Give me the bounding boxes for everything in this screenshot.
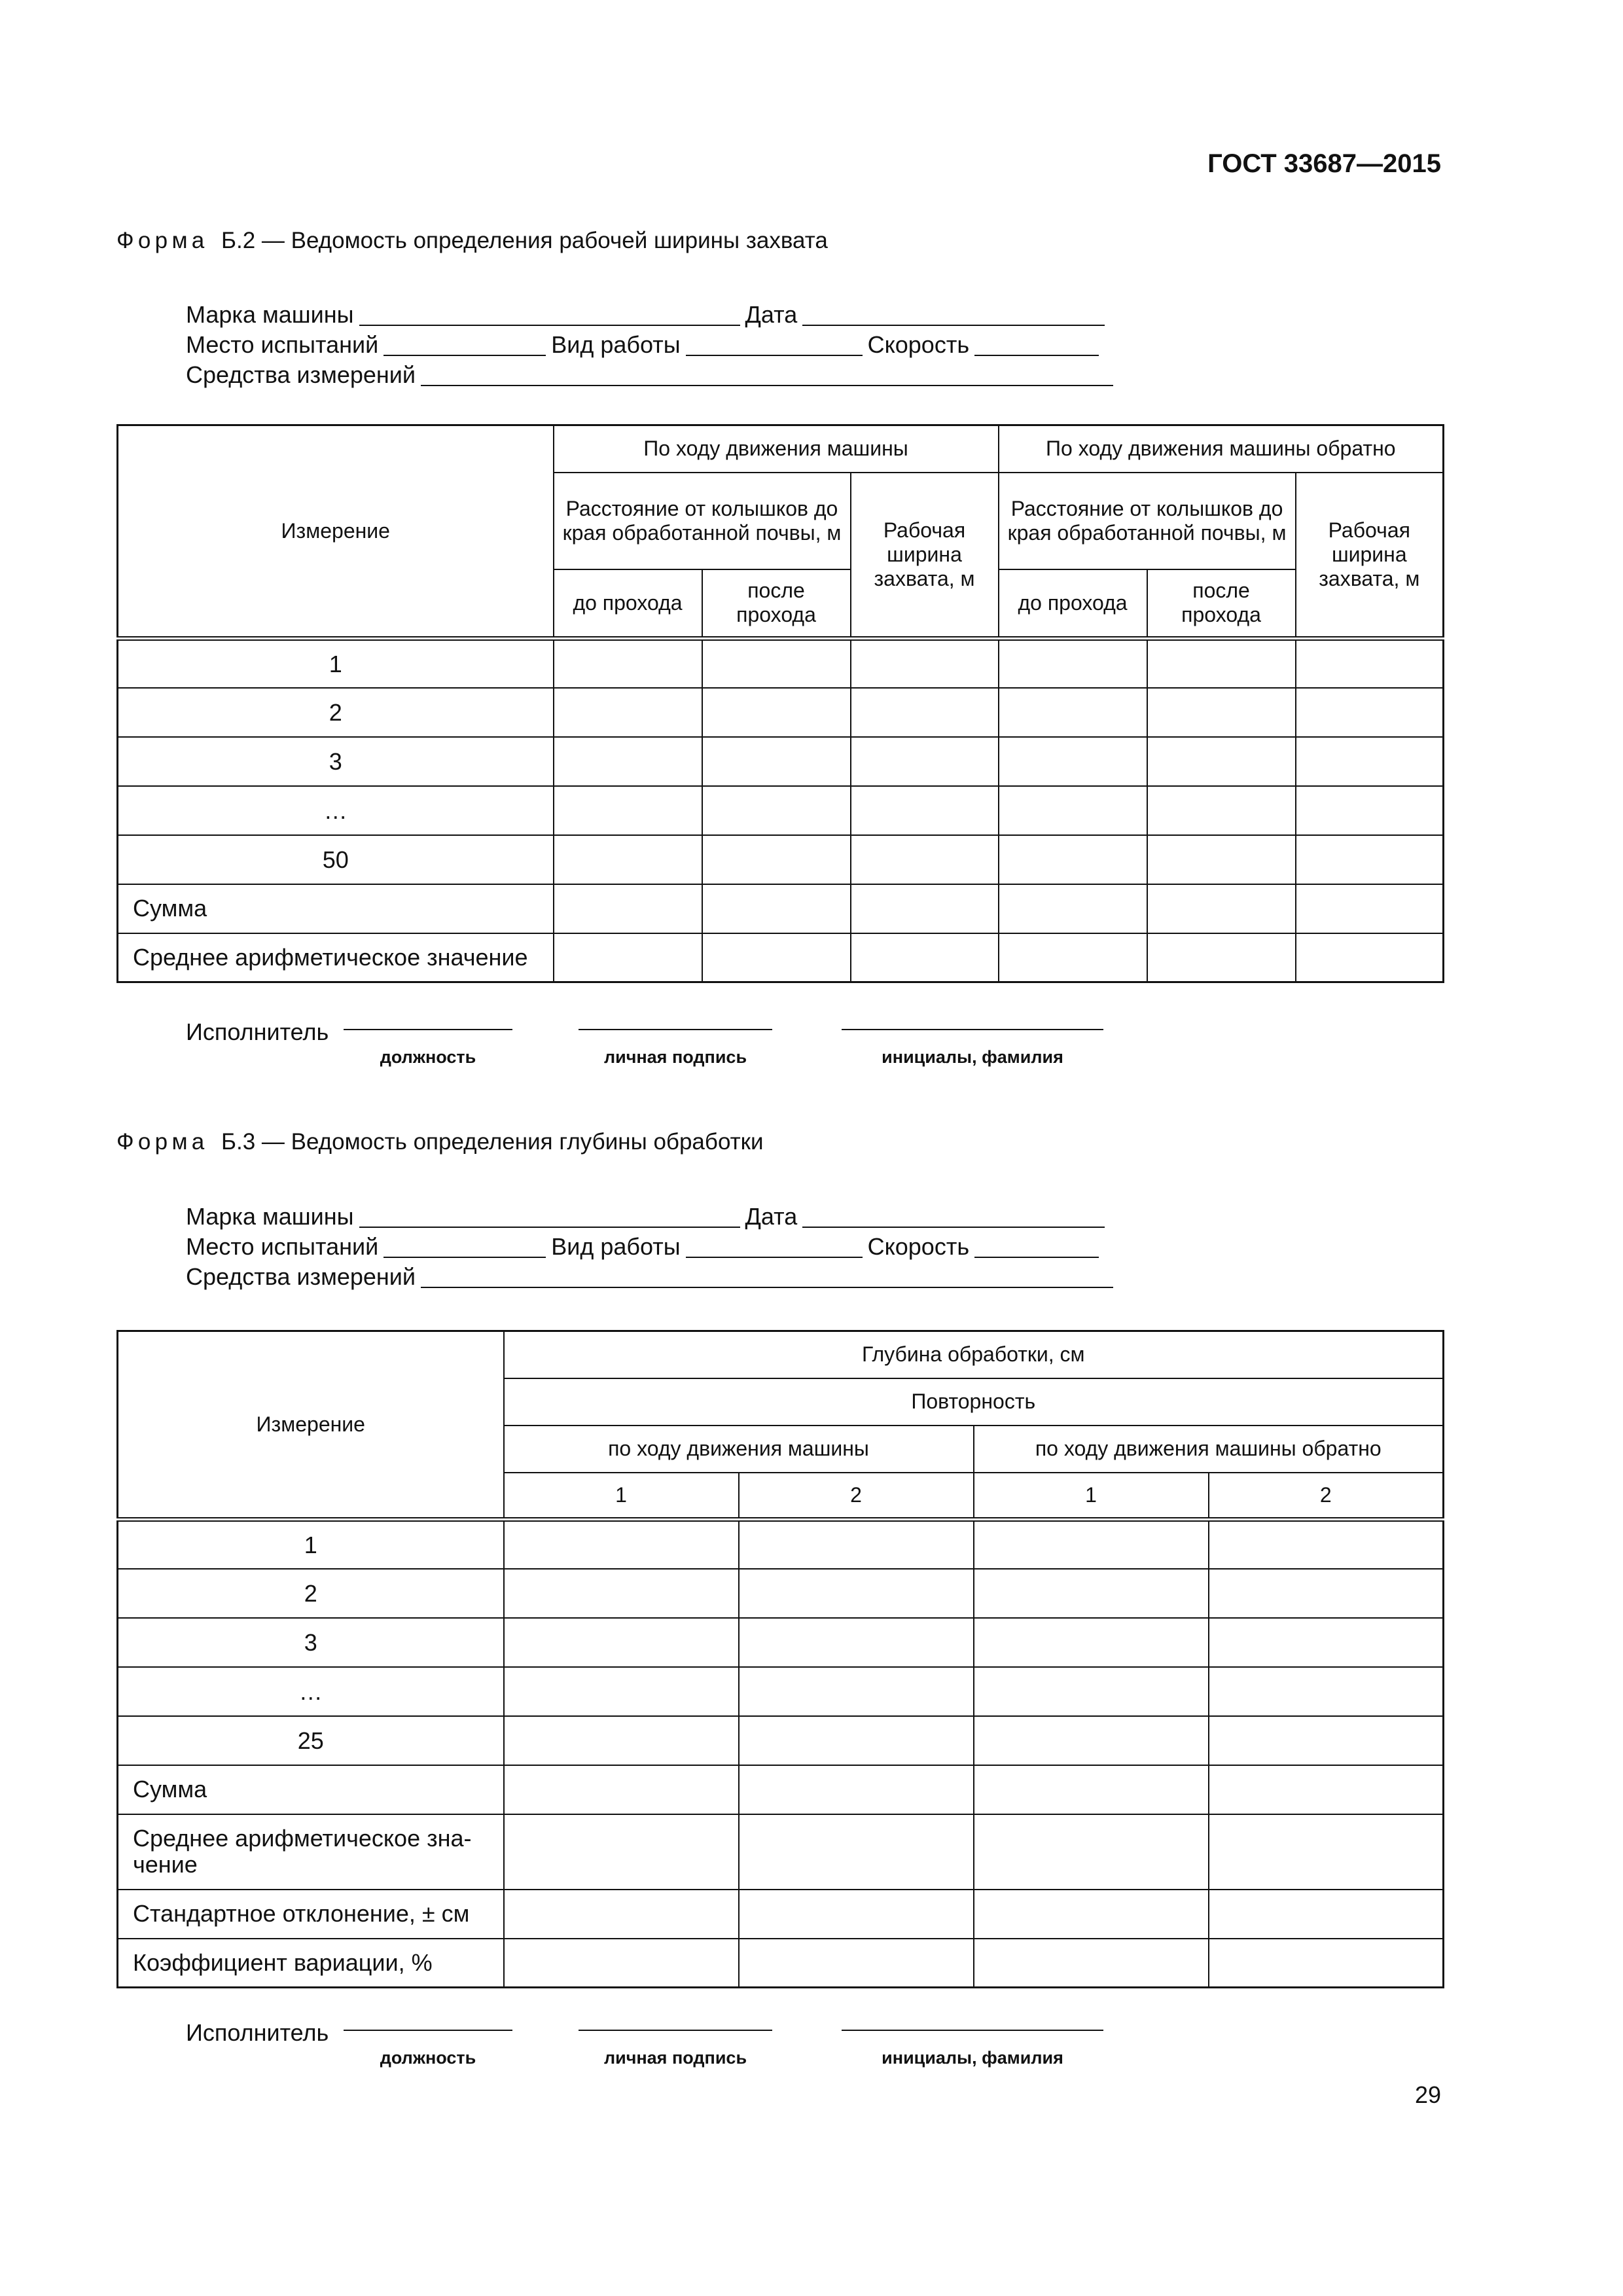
position-caption: должность: [380, 1047, 476, 1067]
data-cell[interactable]: [504, 1939, 739, 1988]
position-line[interactable]: [344, 1029, 512, 1030]
data-cell[interactable]: [1296, 933, 1444, 982]
data-cell[interactable]: [702, 688, 851, 737]
date-field[interactable]: [802, 305, 1105, 326]
data-cell[interactable]: [851, 933, 999, 982]
backward-header: по ходу движения машины обратно: [974, 1426, 1444, 1473]
data-cell[interactable]: [1296, 884, 1444, 933]
place-field[interactable]: [383, 335, 546, 356]
data-cell[interactable]: [1296, 688, 1444, 737]
row-label: 3: [118, 737, 554, 786]
data-cell[interactable]: [739, 1618, 974, 1667]
data-cell[interactable]: [974, 1890, 1209, 1939]
data-cell[interactable]: [974, 1939, 1209, 1988]
data-cell[interactable]: [504, 1716, 739, 1765]
row-label: Стандартное отклонение, ± см: [118, 1890, 504, 1939]
data-cell[interactable]: [851, 884, 999, 933]
machine-field[interactable]: [359, 1207, 740, 1228]
row-label: 1: [118, 639, 554, 688]
data-cell[interactable]: [554, 639, 702, 688]
table-row: [118, 737, 1444, 786]
data-cell[interactable]: [504, 1667, 739, 1716]
table-row: [118, 1618, 1444, 1667]
data-cell[interactable]: [999, 884, 1147, 933]
tools-field[interactable]: [421, 1267, 1113, 1288]
table-row: [118, 639, 1444, 688]
row-label: 3: [118, 1618, 504, 1667]
page-number: 29: [1414, 2081, 1441, 2108]
row-label: 2: [118, 1569, 504, 1618]
speed-field[interactable]: [974, 335, 1099, 356]
name-line[interactable]: [842, 1029, 1103, 1030]
table-row: [118, 933, 1444, 982]
work-field[interactable]: [686, 1237, 863, 1258]
data-cell[interactable]: [554, 933, 702, 982]
after-header: после прохода: [702, 569, 851, 639]
data-cell[interactable]: [702, 835, 851, 884]
row-label: Коэффициент вариации, %: [118, 1939, 504, 1988]
distance-header: Расстояние от колышков до края обработанной почвы, м: [554, 473, 851, 569]
form-label: Форма: [116, 228, 209, 253]
form-b3-meta-line-3: [186, 1263, 1118, 1291]
machine-label: Марка машины: [186, 301, 354, 328]
data-cell[interactable]: [1209, 1520, 1444, 1569]
name-caption: инициалы, фамилия: [882, 2048, 1063, 2068]
data-cell[interactable]: [1209, 1765, 1444, 1814]
data-cell[interactable]: [702, 933, 851, 982]
data-cell[interactable]: [1209, 1814, 1444, 1890]
col-number: 1: [504, 1473, 739, 1520]
form-b2-meta-line-1: [186, 301, 1110, 329]
row-label: 25: [118, 1716, 504, 1765]
tools-label: Средства измерений: [186, 1263, 416, 1290]
data-cell[interactable]: [739, 1939, 974, 1988]
data-cell[interactable]: [504, 1520, 739, 1569]
data-cell[interactable]: [504, 1569, 739, 1618]
speed-label: Скорость: [867, 1233, 970, 1260]
row-label: 50: [118, 835, 554, 884]
name-line[interactable]: [842, 2030, 1103, 2031]
data-cell[interactable]: [974, 1520, 1209, 1569]
forward-header: По ходу движения машины: [554, 425, 999, 473]
data-cell[interactable]: [974, 1618, 1209, 1667]
form-label: Форма: [116, 1129, 209, 1155]
depth-header: Глубина обработки, см: [504, 1331, 1444, 1378]
data-cell[interactable]: [739, 1716, 974, 1765]
table-row: [118, 688, 1444, 737]
table-row: [118, 1939, 1444, 1988]
form-b2-meta-line-2: [186, 331, 1104, 359]
data-cell[interactable]: [739, 1814, 974, 1890]
measure-header: Измерение: [118, 425, 554, 639]
row-label: 1: [118, 1520, 504, 1569]
data-cell[interactable]: [1147, 786, 1296, 835]
data-cell[interactable]: [974, 1667, 1209, 1716]
data-cell[interactable]: [1296, 835, 1444, 884]
machine-label: Марка машины: [186, 1203, 354, 1230]
form-b3-meta-line-2: [186, 1233, 1104, 1261]
place-field[interactable]: [383, 1237, 546, 1258]
width-header-back: Рабочая ширина захвата, м: [1296, 473, 1444, 639]
row-label: Сумма: [118, 1765, 504, 1814]
data-cell[interactable]: [1209, 1890, 1444, 1939]
speed-label: Скорость: [867, 331, 970, 358]
signature-line[interactable]: [579, 2030, 772, 2031]
data-cell[interactable]: [1209, 1939, 1444, 1988]
data-cell[interactable]: [851, 786, 999, 835]
tools-label: Средства измерений: [186, 361, 416, 388]
form-title-text: Б.3 — Ведомость определения глубины обработки: [221, 1129, 764, 1155]
position-line[interactable]: [344, 2030, 512, 2031]
data-cell[interactable]: [739, 1890, 974, 1939]
data-cell[interactable]: [999, 639, 1147, 688]
name-caption: инициалы, фамилия: [882, 1047, 1063, 1067]
row-label: …: [118, 786, 554, 835]
table-row: [118, 1765, 1444, 1814]
document-code: ГОСТ 33687—2015: [1207, 149, 1441, 178]
form-b3-title: [116, 1129, 764, 1155]
signature-line[interactable]: [579, 1029, 772, 1030]
form-b2-executor-label: Исполнитель: [186, 1018, 329, 1045]
place-label: Место испытаний: [186, 1233, 379, 1260]
data-cell[interactable]: [702, 884, 851, 933]
row-label: Среднее арифметическое значение: [118, 933, 554, 982]
speed-field[interactable]: [974, 1237, 1099, 1258]
repeat-header: Повторность: [504, 1378, 1444, 1426]
data-cell[interactable]: [999, 786, 1147, 835]
form-b2-table: [116, 424, 1444, 983]
data-cell[interactable]: [851, 688, 999, 737]
data-cell[interactable]: [554, 688, 702, 737]
data-cell[interactable]: [739, 1569, 974, 1618]
work-label: Вид работы: [551, 1233, 681, 1260]
forward-header: по ходу движения машины: [504, 1426, 974, 1473]
data-cell[interactable]: [702, 639, 851, 688]
date-label: Дата: [745, 301, 798, 328]
machine-field[interactable]: [359, 305, 740, 326]
data-cell[interactable]: [974, 1716, 1209, 1765]
before-header: до прохода: [554, 569, 702, 639]
data-cell[interactable]: [702, 737, 851, 786]
form-b3-table: [116, 1330, 1444, 1988]
data-cell[interactable]: [554, 786, 702, 835]
table-row: [118, 786, 1444, 835]
data-cell[interactable]: [504, 1814, 739, 1890]
row-label: 2: [118, 688, 554, 737]
table-row: [118, 1667, 1444, 1716]
data-cell[interactable]: [554, 884, 702, 933]
data-cell[interactable]: [1296, 737, 1444, 786]
data-cell[interactable]: [1147, 737, 1296, 786]
data-cell[interactable]: [999, 737, 1147, 786]
tools-field[interactable]: [421, 365, 1113, 386]
data-cell[interactable]: [554, 835, 702, 884]
data-cell[interactable]: [974, 1569, 1209, 1618]
measure-header: Измерение: [118, 1331, 504, 1520]
row-label: …: [118, 1667, 504, 1716]
data-cell[interactable]: [504, 1890, 739, 1939]
data-cell[interactable]: [1209, 1618, 1444, 1667]
data-cell[interactable]: [974, 1765, 1209, 1814]
data-cell[interactable]: [1209, 1569, 1444, 1618]
form-title-text: Б.2 — Ведомость определения рабочей ширины захвата: [221, 228, 828, 253]
data-cell[interactable]: [1296, 786, 1444, 835]
data-cell[interactable]: [504, 1765, 739, 1814]
row-label: Среднее арифметическое зна-чение: [118, 1814, 504, 1890]
table-row: [118, 884, 1444, 933]
data-cell[interactable]: [974, 1814, 1209, 1890]
data-cell[interactable]: [739, 1520, 974, 1569]
form-b2-meta-line-3: [186, 361, 1118, 389]
data-cell[interactable]: [999, 835, 1147, 884]
table-row: [118, 1814, 1444, 1890]
col-number: 2: [1209, 1473, 1444, 1520]
signature-caption: личная подпись: [603, 1047, 747, 1067]
col-number: 1: [974, 1473, 1209, 1520]
work-label: Вид работы: [551, 331, 681, 358]
data-cell[interactable]: [739, 1667, 974, 1716]
work-field[interactable]: [686, 335, 863, 356]
data-cell[interactable]: [739, 1765, 974, 1814]
table-row: [118, 1890, 1444, 1939]
data-cell[interactable]: [851, 835, 999, 884]
width-header: Рабочая ширина захвата, м: [851, 473, 999, 639]
table-row: [118, 835, 1444, 884]
form-b2-title: [116, 228, 828, 254]
data-cell[interactable]: [702, 786, 851, 835]
date-label: Дата: [745, 1203, 798, 1230]
data-cell[interactable]: [1147, 639, 1296, 688]
data-cell[interactable]: [999, 933, 1147, 982]
data-cell[interactable]: [1147, 933, 1296, 982]
table-row: [118, 1520, 1444, 1569]
position-caption: должность: [380, 2048, 476, 2068]
data-cell[interactable]: [851, 639, 999, 688]
distance-header-back: Расстояние от колышков до края обработанной почвы, м: [999, 473, 1296, 569]
date-field[interactable]: [802, 1207, 1105, 1228]
backward-header: По ходу движения машины обратно: [999, 425, 1444, 473]
form-b3-executor-label: Исполнитель: [186, 2019, 329, 2046]
data-cell[interactable]: [1147, 688, 1296, 737]
after-header-back: после прохода: [1147, 569, 1296, 639]
data-cell[interactable]: [504, 1618, 739, 1667]
col-number: 2: [739, 1473, 974, 1520]
data-cell[interactable]: [1147, 835, 1296, 884]
data-cell[interactable]: [1209, 1667, 1444, 1716]
table-row: [118, 1716, 1444, 1765]
table-row: [118, 1569, 1444, 1618]
data-cell[interactable]: [554, 737, 702, 786]
signature-caption: личная подпись: [603, 2048, 747, 2068]
place-label: Место испытаний: [186, 331, 379, 358]
before-header-back: до прохода: [999, 569, 1147, 639]
data-cell[interactable]: [1296, 639, 1444, 688]
data-cell[interactable]: [1147, 884, 1296, 933]
data-cell[interactable]: [851, 737, 999, 786]
data-cell[interactable]: [1209, 1716, 1444, 1765]
form-b3-meta-line-1: [186, 1203, 1110, 1230]
data-cell[interactable]: [999, 688, 1147, 737]
row-label: Сумма: [118, 884, 554, 933]
